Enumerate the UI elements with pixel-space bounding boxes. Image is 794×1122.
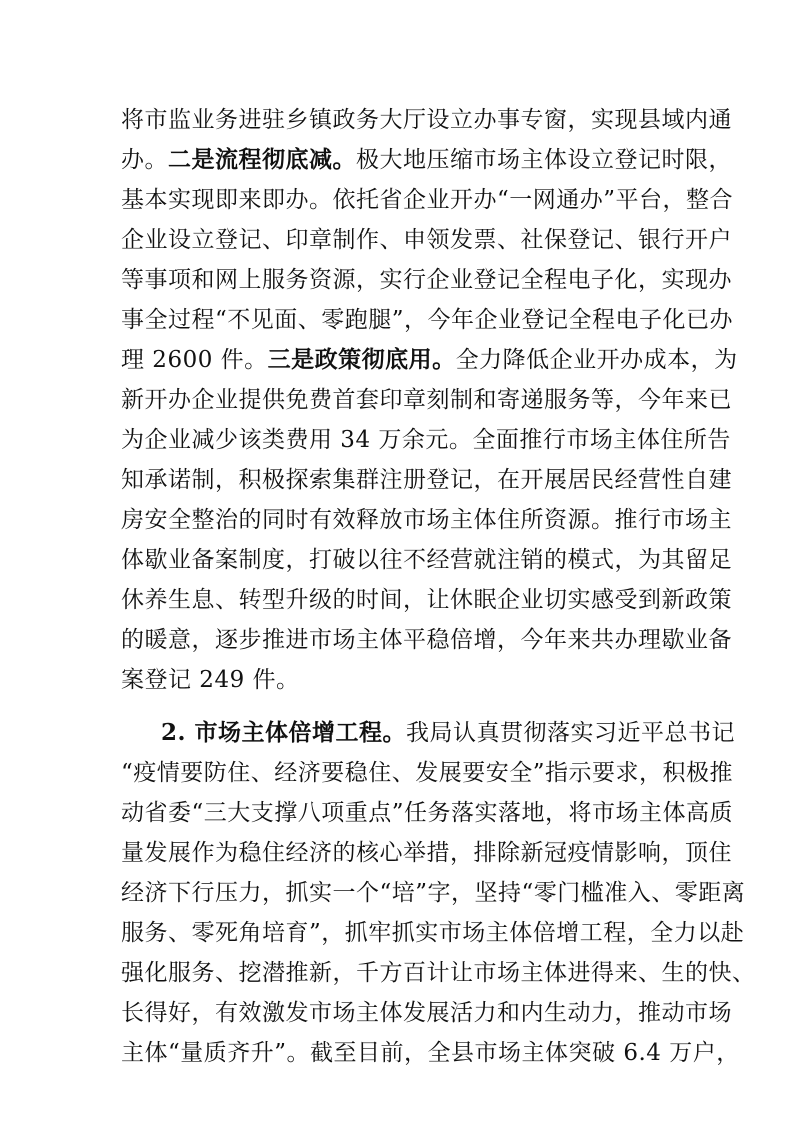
text-run: 强化服务、挖潜推新，千方百计让市场主体进得来、生的快、	[121, 960, 756, 986]
paragraph-1-line-12	[121, 540, 732, 580]
text-run: 企业设立登记、印章制作、申领发票、社保登记、银行开户	[121, 227, 732, 253]
text-run: 极大地压缩市场主体设立登记时限，	[356, 147, 732, 173]
heading-process-reduced: 二是流程彻底减。	[168, 146, 356, 173]
text-run: 基本实现即来即办。依托省企业开办“一网通办”平台，整合	[121, 187, 734, 213]
heading-policy-used: 三是政策彻底用。	[267, 346, 456, 373]
text-run: 新开办企业提供免费首套印章刻制和寄递服务等，今年来已	[121, 387, 732, 413]
text-run: 我局认真贯彻落实习近平总书记	[406, 720, 736, 746]
text-run: 体歇业备案制度，打破以往不经营就注销的模式，为其留足	[121, 547, 732, 573]
text-run: 休养生息、转型升级的时间，让休眠企业切实感受到新政策	[121, 587, 732, 613]
text-run: 事全过程“不见面、零跑腿”，今年企业登记全程电子化已办	[121, 307, 734, 333]
text-run: 服务、零死角培育”，抓牢抓实市场主体倍增工程，全力以赴	[121, 920, 745, 946]
paragraph-1-line-9	[121, 420, 731, 460]
text-run: 动省委“三大支撑八项重点”任务落实落地，将市场主体高质	[121, 800, 734, 826]
paragraph-2-line-6	[121, 913, 745, 953]
paragraph-2-line-5	[121, 873, 746, 913]
paragraph-1-line-1	[121, 100, 732, 140]
paragraph-1-line-8	[121, 380, 732, 420]
paragraph-2-line-1	[161, 713, 736, 753]
paragraph-1-line-7	[121, 340, 738, 380]
paragraph-1-line-5	[121, 260, 732, 300]
section-heading-market-entity-doubling: 2. 市场主体倍增工程。	[161, 719, 407, 746]
paragraph-2-line-4	[121, 833, 732, 873]
text-run: 的暖意，逐步推进市场主体平稳倍增，今年来共办理歇业备	[121, 627, 732, 653]
paragraph-2-line-2	[121, 753, 734, 793]
paragraph-1-line-2	[121, 140, 732, 180]
text-run: 全力降低企业开办成本，为	[455, 347, 738, 373]
paragraph-1-line-13	[121, 580, 732, 620]
paragraph-1-line-4	[121, 220, 732, 260]
paragraph-1-line-6	[121, 300, 734, 340]
paragraph-2-line-9	[121, 1033, 740, 1073]
text-run: 等事项和网上服务资源，实行企业登记全程电子化，实现办	[121, 267, 732, 293]
paragraph-1-line-10	[121, 460, 732, 500]
text-run: 经济下行压力，抓实一个“培”字，坚持“零门槛准入、零距离	[121, 880, 746, 906]
paragraph-1-line-11	[121, 500, 732, 540]
paragraph-2-line-7	[121, 953, 756, 993]
paragraph-1-line-14	[121, 620, 732, 660]
text-run: “疫情要防住、经济要稳住、发展要安全”指示要求，积极推	[121, 760, 734, 786]
text-run: 长得好，有效激发市场主体发展活力和内生动力，推动市场	[121, 1000, 732, 1026]
paragraph-2-line-3	[121, 793, 734, 833]
text-run: 为企业减少该类费用 34 万余元。全面推行市场主体住所告	[121, 427, 731, 453]
text-run: 知承诺制，积极探索集群注册登记，在开展居民经营性自建	[121, 467, 732, 493]
paragraph-2-line-8	[121, 993, 732, 1033]
text-run: 房安全整治的同时有效释放市场主体住所资源。推行市场主	[121, 507, 732, 533]
paragraph-1-line-3	[121, 180, 734, 220]
text-run: 主体“量质齐升”。截至目前，全县市场主体突破 6.4 万户，	[121, 1040, 740, 1066]
text-run: 办。	[121, 147, 168, 173]
paragraph-1-line-15	[121, 660, 681, 700]
text-run: 案登记 249 件。	[121, 667, 300, 693]
text-run: 理 2600 件。	[121, 347, 268, 373]
text-run: 将市监业务进驻乡镇政务大厅设立办事专窗，实现县域内通	[121, 107, 732, 133]
text-run: 量发展作为稳住经济的核心举措，排除新冠疫情影响，顶住	[121, 840, 732, 866]
